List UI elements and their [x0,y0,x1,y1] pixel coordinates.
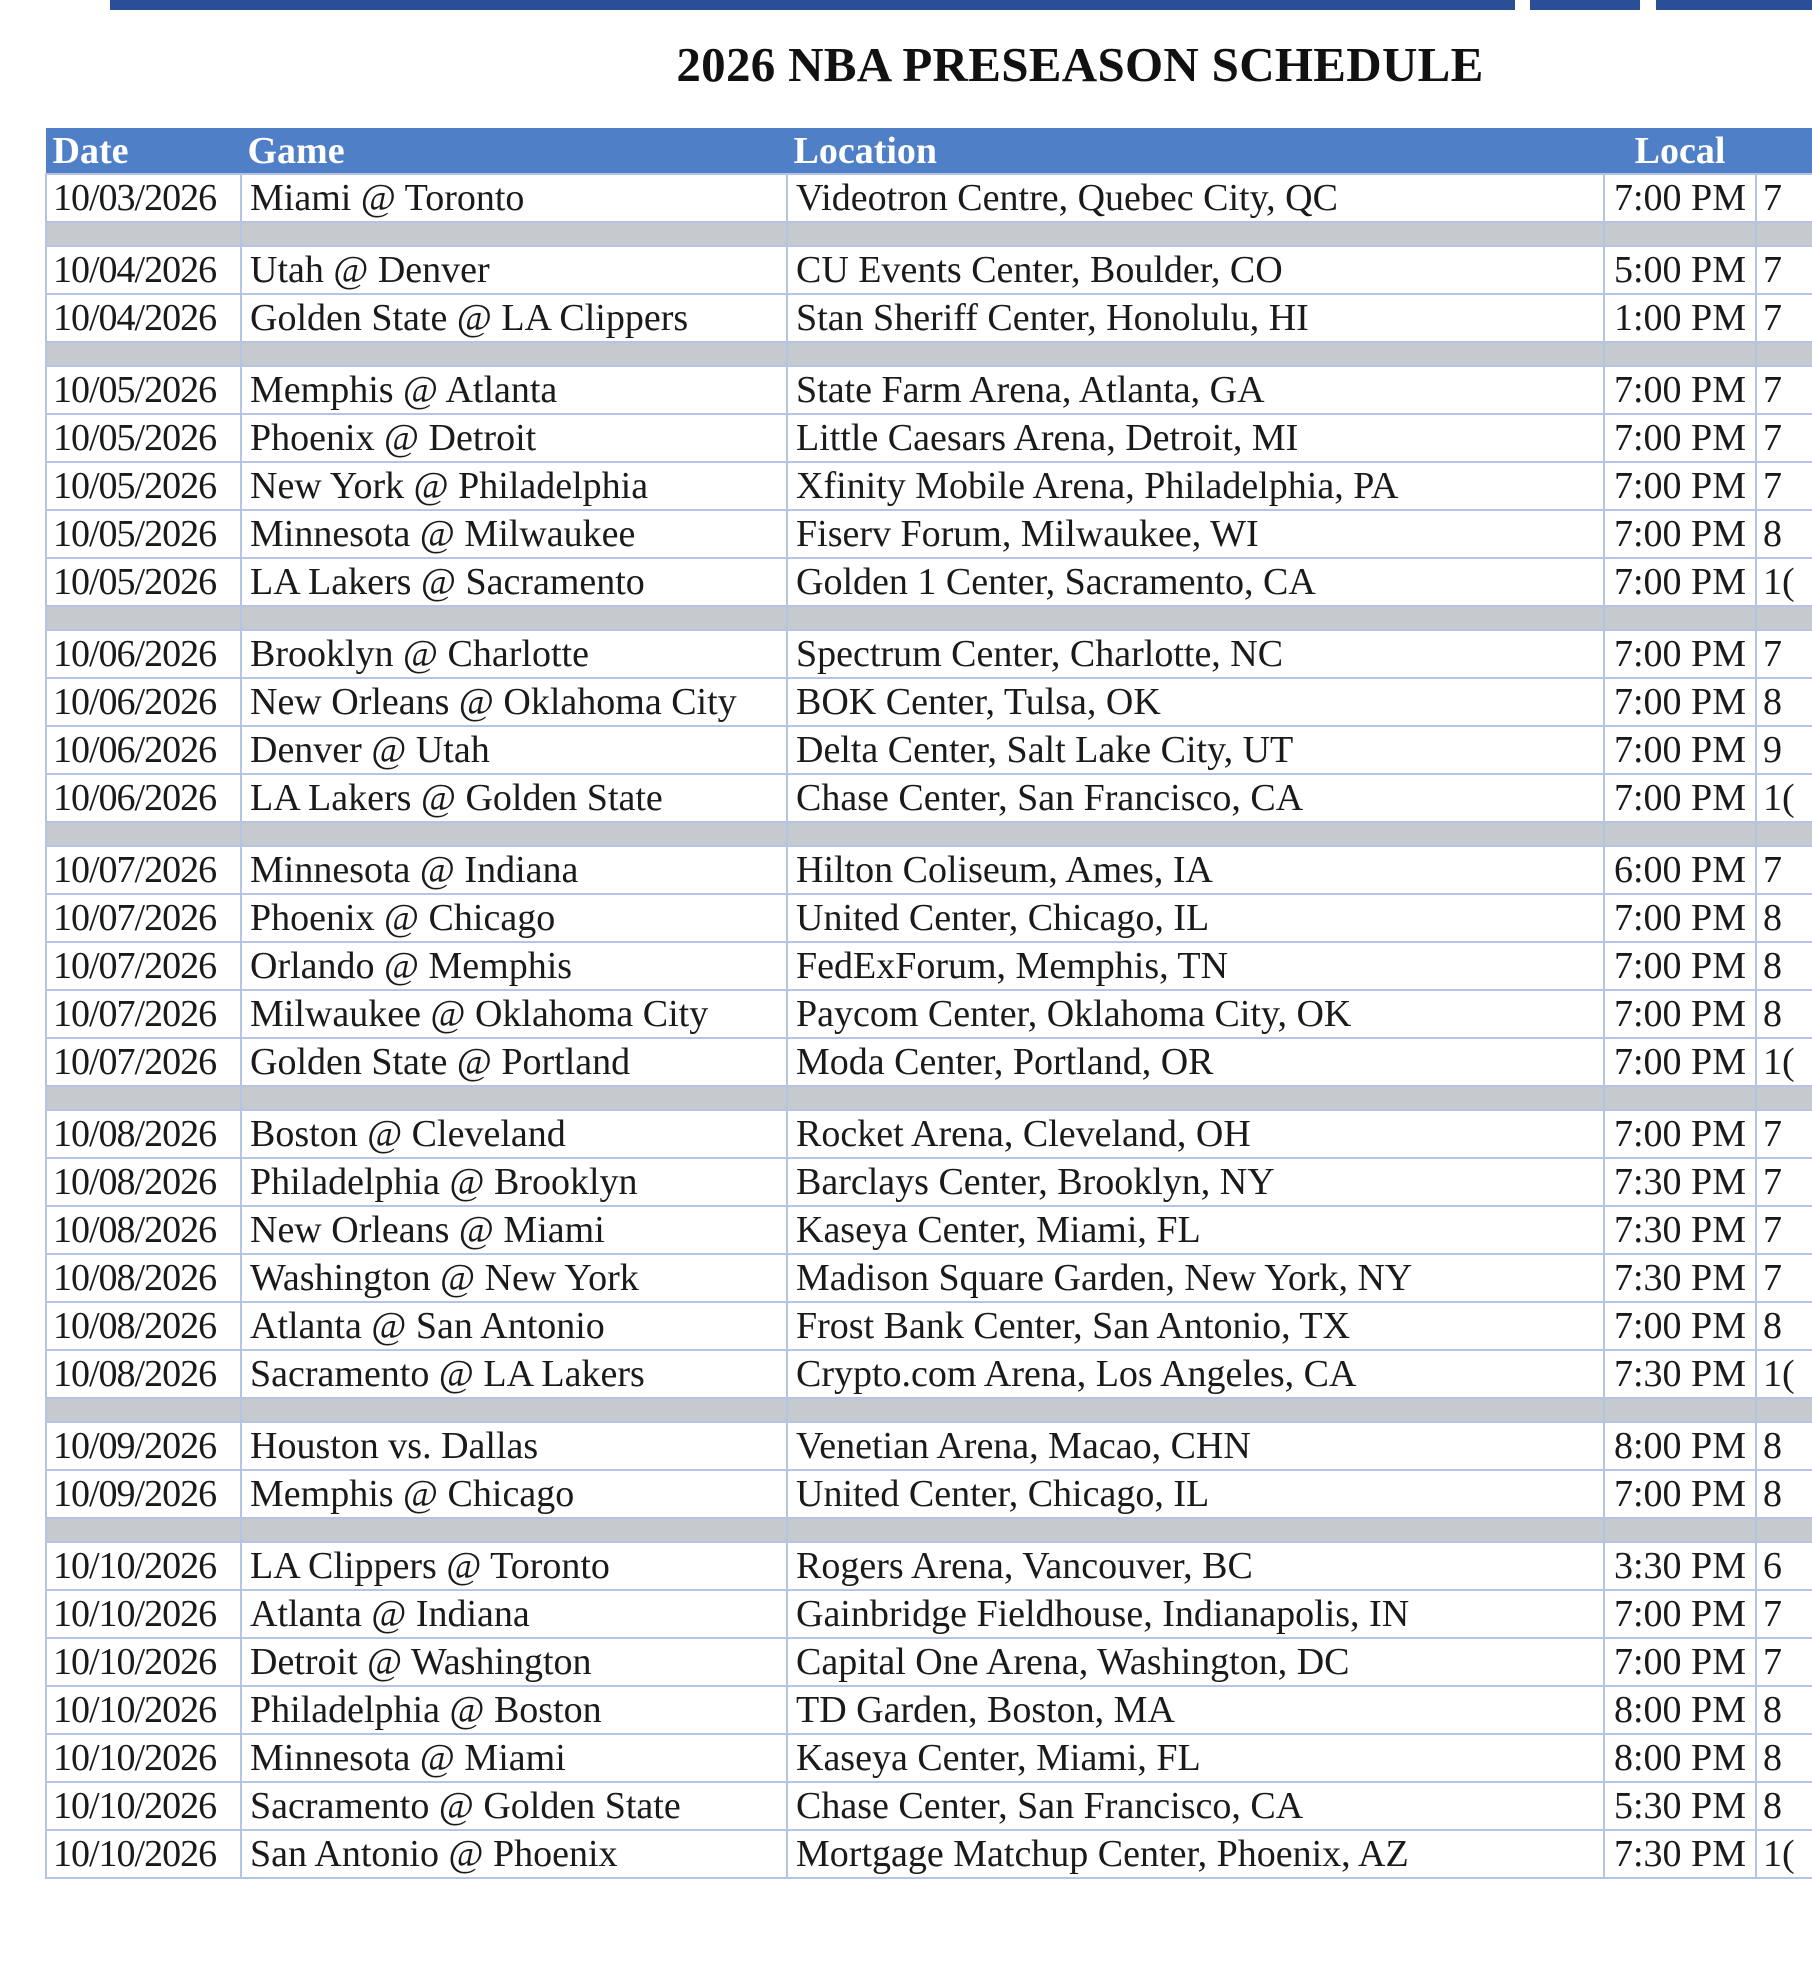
cell-date: 10/08/2026 [46,1110,241,1158]
table-row [46,894,1812,942]
cell-local-time: 7:00 PM [1604,558,1756,606]
top-bar-segment [110,0,1515,10]
top-bar-segment [1656,0,1812,10]
cell-game: LA Lakers @ Sacramento [241,558,787,606]
cell-local-time: 7:30 PM [1604,1206,1756,1254]
cell-local-time: 7:00 PM [1604,990,1756,1038]
separator-cell [241,1086,787,1110]
cell-game: Sacramento @ Golden State [241,1782,787,1830]
cell-location: Spectrum Center, Charlotte, NC [787,630,1604,678]
cell-location: CU Events Center, Boulder, CO [787,246,1604,294]
cell-date: 10/10/2026 [46,1542,241,1590]
table-row [46,846,1812,894]
cell-location: FedExForum, Memphis, TN [787,942,1604,990]
table-row [46,462,1812,510]
cell-et-time: 7 [1756,1158,1812,1206]
cell-game: Atlanta @ San Antonio [241,1302,787,1350]
cell-game: Golden State @ LA Clippers [241,294,787,342]
cell-et-time: 1( [1756,558,1812,606]
separator-cell [46,1518,241,1542]
cell-date: 10/05/2026 [46,366,241,414]
cell-et-time: 7 [1756,1206,1812,1254]
cell-location: Stan Sheriff Center, Honolulu, HI [787,294,1604,342]
cell-game: New Orleans @ Oklahoma City [241,678,787,726]
date-group-separator [46,1518,1812,1542]
separator-cell [241,222,787,246]
cell-date: 10/09/2026 [46,1470,241,1518]
page-title: 2026 NBA PRESEASON SCHEDULE [676,37,1484,92]
table-header [46,129,1812,175]
column-header-location: Location [787,129,1604,175]
cell-location: BOK Center, Tulsa, OK [787,678,1604,726]
cell-local-time: 8:00 PM [1604,1734,1756,1782]
cell-game: Atlanta @ Indiana [241,1590,787,1638]
separator-cell [787,606,1604,630]
date-group-separator [46,1086,1812,1110]
cell-et-time: 6 [1756,1542,1812,1590]
cell-game: Memphis @ Chicago [241,1470,787,1518]
cell-date: 10/07/2026 [46,942,241,990]
cell-date: 10/08/2026 [46,1350,241,1398]
cell-game: Minnesota @ Miami [241,1734,787,1782]
cell-date: 10/05/2026 [46,510,241,558]
cell-game: San Antonio @ Phoenix [241,1830,787,1878]
cell-et-time: 8 [1756,990,1812,1038]
cell-local-time: 5:00 PM [1604,246,1756,294]
separator-cell [1604,1398,1756,1422]
cell-game: Utah @ Denver [241,246,787,294]
separator-cell [1756,222,1812,246]
cell-game: Detroit @ Washington [241,1638,787,1686]
cell-et-time: 1( [1756,1350,1812,1398]
cell-game: Houston vs. Dallas [241,1422,787,1470]
separator-cell [46,222,241,246]
cell-date: 10/05/2026 [46,462,241,510]
cell-et-time: 8 [1756,1302,1812,1350]
table-row [46,1302,1812,1350]
cell-location: TD Garden, Boston, MA [787,1686,1604,1734]
table-row [46,1590,1812,1638]
separator-cell [1756,1518,1812,1542]
cell-local-time: 7:00 PM [1604,366,1756,414]
cell-local-time: 7:00 PM [1604,678,1756,726]
schedule-table-container [45,128,1812,1879]
cell-local-time: 5:30 PM [1604,1782,1756,1830]
cell-et-time: 8 [1756,1686,1812,1734]
table-row [46,1638,1812,1686]
cell-local-time: 7:00 PM [1604,1110,1756,1158]
table-row [46,174,1812,222]
cell-local-time: 1:00 PM [1604,294,1756,342]
cell-location: United Center, Chicago, IL [787,894,1604,942]
cell-game: Washington @ New York [241,1254,787,1302]
cell-game: Minnesota @ Milwaukee [241,510,787,558]
table-row [46,1686,1812,1734]
cell-game: Phoenix @ Chicago [241,894,787,942]
cell-location: Xfinity Mobile Arena, Philadelphia, PA [787,462,1604,510]
cell-local-time: 7:00 PM [1604,1590,1756,1638]
table-row [46,294,1812,342]
cell-location: Hilton Coliseum, Ames, IA [787,846,1604,894]
separator-cell [1756,342,1812,366]
cell-date: 10/06/2026 [46,678,241,726]
cell-local-time: 7:30 PM [1604,1254,1756,1302]
table-row [46,774,1812,822]
cell-date: 10/07/2026 [46,846,241,894]
cell-date: 10/07/2026 [46,990,241,1038]
column-header-et [1756,129,1812,175]
cell-local-time: 7:00 PM [1604,1470,1756,1518]
cell-et-time: 7 [1756,462,1812,510]
cell-location: Barclays Center, Brooklyn, NY [787,1158,1604,1206]
cell-local-time: 8:00 PM [1604,1686,1756,1734]
cell-local-time: 8:00 PM [1604,1422,1756,1470]
cell-location: Little Caesars Arena, Detroit, MI [787,414,1604,462]
cell-date: 10/06/2026 [46,630,241,678]
cell-local-time: 7:30 PM [1604,1158,1756,1206]
cell-local-time: 7:00 PM [1604,510,1756,558]
cell-location: Rocket Arena, Cleveland, OH [787,1110,1604,1158]
cell-location: United Center, Chicago, IL [787,1470,1604,1518]
table-row [46,558,1812,606]
cell-date: 10/10/2026 [46,1686,241,1734]
separator-cell [1604,222,1756,246]
table-row [46,366,1812,414]
top-bar-segment [1530,0,1640,10]
table-row [46,1350,1812,1398]
cell-game: Philadelphia @ Brooklyn [241,1158,787,1206]
cell-et-time: 1( [1756,1830,1812,1878]
table-row [46,1206,1812,1254]
separator-cell [1756,822,1812,846]
cell-location: Paycom Center, Oklahoma City, OK [787,990,1604,1038]
cell-date: 10/08/2026 [46,1254,241,1302]
cell-game: New York @ Philadelphia [241,462,787,510]
separator-cell [46,1086,241,1110]
table-row [46,726,1812,774]
date-group-separator [46,606,1812,630]
cell-date: 10/04/2026 [46,246,241,294]
schedule-table [45,128,1812,1879]
table-row [46,1830,1812,1878]
separator-cell [241,1518,787,1542]
cell-date: 10/08/2026 [46,1206,241,1254]
table-body [46,174,1812,1878]
cell-location: Videotron Centre, Quebec City, QC [787,174,1604,222]
cell-et-time: 1( [1756,1038,1812,1086]
table-row [46,678,1812,726]
cell-location: State Farm Arena, Atlanta, GA [787,366,1604,414]
cell-local-time: 7:00 PM [1604,174,1756,222]
cell-et-time: 7 [1756,1590,1812,1638]
cell-game: Brooklyn @ Charlotte [241,630,787,678]
cell-date: 10/06/2026 [46,726,241,774]
cell-game: Boston @ Cleveland [241,1110,787,1158]
cell-local-time: 7:00 PM [1604,894,1756,942]
cell-et-time: 7 [1756,246,1812,294]
cell-game: Denver @ Utah [241,726,787,774]
cell-local-time: 7:00 PM [1604,462,1756,510]
separator-cell [46,822,241,846]
separator-cell [46,606,241,630]
separator-cell [241,342,787,366]
cell-date: 10/10/2026 [46,1782,241,1830]
separator-cell [46,1398,241,1422]
cell-local-time: 6:00 PM [1604,846,1756,894]
cell-game: Milwaukee @ Oklahoma City [241,990,787,1038]
cell-local-time: 7:30 PM [1604,1350,1756,1398]
cell-et-time: 7 [1756,1638,1812,1686]
cell-local-time: 7:00 PM [1604,630,1756,678]
separator-cell [241,1398,787,1422]
cell-et-time: 8 [1756,1734,1812,1782]
cell-location: Mortgage Matchup Center, Phoenix, AZ [787,1830,1604,1878]
table-row [46,1254,1812,1302]
table-row [46,1158,1812,1206]
cell-date: 10/10/2026 [46,1638,241,1686]
table-row [46,1542,1812,1590]
column-header-date: Date [46,129,241,175]
cell-location: Delta Center, Salt Lake City, UT [787,726,1604,774]
table-row [46,1038,1812,1086]
cell-date: 10/09/2026 [46,1422,241,1470]
cell-et-time: 8 [1756,1422,1812,1470]
separator-cell [787,822,1604,846]
cell-game: New Orleans @ Miami [241,1206,787,1254]
cell-location: Frost Bank Center, San Antonio, TX [787,1302,1604,1350]
cell-local-time: 7:00 PM [1604,1038,1756,1086]
table-row [46,1110,1812,1158]
table-row [46,510,1812,558]
date-group-separator [46,1398,1812,1422]
cell-local-time: 3:30 PM [1604,1542,1756,1590]
separator-cell [241,822,787,846]
cell-location: Golden 1 Center, Sacramento, CA [787,558,1604,606]
cell-et-time: 1( [1756,774,1812,822]
cell-et-time: 7 [1756,1110,1812,1158]
cell-local-time: 7:00 PM [1604,774,1756,822]
separator-cell [1604,822,1756,846]
column-header-game: Game [241,129,787,175]
separator-cell [787,222,1604,246]
cell-local-time: 7:00 PM [1604,942,1756,990]
cell-game: LA Lakers @ Golden State [241,774,787,822]
date-group-separator [46,342,1812,366]
separator-cell [787,342,1604,366]
cell-date: 10/07/2026 [46,1038,241,1086]
cell-game: LA Clippers @ Toronto [241,1542,787,1590]
cell-location: Venetian Arena, Macao, CHN [787,1422,1604,1470]
cell-local-time: 7:30 PM [1604,1830,1756,1878]
cell-location: Capital One Arena, Washington, DC [787,1638,1604,1686]
separator-cell [1604,606,1756,630]
separator-cell [787,1398,1604,1422]
separator-cell [241,606,787,630]
cell-date: 10/04/2026 [46,294,241,342]
table-row [46,1782,1812,1830]
cell-et-time: 8 [1756,894,1812,942]
cell-location: Chase Center, San Francisco, CA [787,1782,1604,1830]
cell-location: Crypto.com Arena, Los Angeles, CA [787,1350,1604,1398]
date-group-separator [46,222,1812,246]
cell-date: 10/03/2026 [46,174,241,222]
cell-game: Orlando @ Memphis [241,942,787,990]
table-row [46,990,1812,1038]
separator-cell [1756,1398,1812,1422]
cell-et-time: 7 [1756,174,1812,222]
cell-location: Kaseya Center, Miami, FL [787,1206,1604,1254]
cell-et-time: 7 [1756,294,1812,342]
table-row [46,1470,1812,1518]
cell-date: 10/10/2026 [46,1734,241,1782]
separator-cell [1604,1086,1756,1110]
cell-et-time: 8 [1756,1470,1812,1518]
cell-location: Madison Square Garden, New York, NY [787,1254,1604,1302]
cell-game: Philadelphia @ Boston [241,1686,787,1734]
cell-et-time: 7 [1756,414,1812,462]
cell-et-time: 8 [1756,1782,1812,1830]
header-row [46,129,1812,175]
cell-et-time: 7 [1756,366,1812,414]
cell-game: Minnesota @ Indiana [241,846,787,894]
cell-date: 10/05/2026 [46,558,241,606]
cell-et-time: 7 [1756,630,1812,678]
cell-et-time: 7 [1756,846,1812,894]
cell-date: 10/10/2026 [46,1590,241,1638]
date-group-separator [46,822,1812,846]
cell-date: 10/06/2026 [46,774,241,822]
cell-game: Golden State @ Portland [241,1038,787,1086]
cell-location: Kaseya Center, Miami, FL [787,1734,1604,1782]
table-row [46,414,1812,462]
table-row [46,246,1812,294]
separator-cell [1604,1518,1756,1542]
column-header-local: Local [1604,129,1756,175]
cell-location: Rogers Arena, Vancouver, BC [787,1542,1604,1590]
cell-game: Memphis @ Atlanta [241,366,787,414]
cell-et-time: 7 [1756,1254,1812,1302]
cell-local-time: 7:00 PM [1604,1302,1756,1350]
cell-game: Miami @ Toronto [241,174,787,222]
cell-game: Phoenix @ Detroit [241,414,787,462]
cell-local-time: 7:00 PM [1604,414,1756,462]
cell-location: Chase Center, San Francisco, CA [787,774,1604,822]
separator-cell [1756,1086,1812,1110]
cell-et-time: 8 [1756,678,1812,726]
separator-cell [1756,606,1812,630]
cell-date: 10/08/2026 [46,1158,241,1206]
table-row [46,942,1812,990]
cell-date: 10/08/2026 [46,1302,241,1350]
cell-location: Fiserv Forum, Milwaukee, WI [787,510,1604,558]
table-row [46,1422,1812,1470]
cell-et-time: 9 [1756,726,1812,774]
cell-game: Sacramento @ LA Lakers [241,1350,787,1398]
cell-date: 10/10/2026 [46,1830,241,1878]
separator-cell [787,1086,1604,1110]
separator-cell [787,1518,1604,1542]
cell-et-time: 8 [1756,942,1812,990]
separator-cell [46,342,241,366]
table-row [46,1734,1812,1782]
separator-cell [1604,342,1756,366]
cell-et-time: 8 [1756,510,1812,558]
cell-location: Gainbridge Fieldhouse, Indianapolis, IN [787,1590,1604,1638]
cell-local-time: 7:00 PM [1604,1638,1756,1686]
table-row [46,630,1812,678]
cell-date: 10/05/2026 [46,414,241,462]
cell-local-time: 7:00 PM [1604,726,1756,774]
cell-location: Moda Center, Portland, OR [787,1038,1604,1086]
cell-date: 10/07/2026 [46,894,241,942]
